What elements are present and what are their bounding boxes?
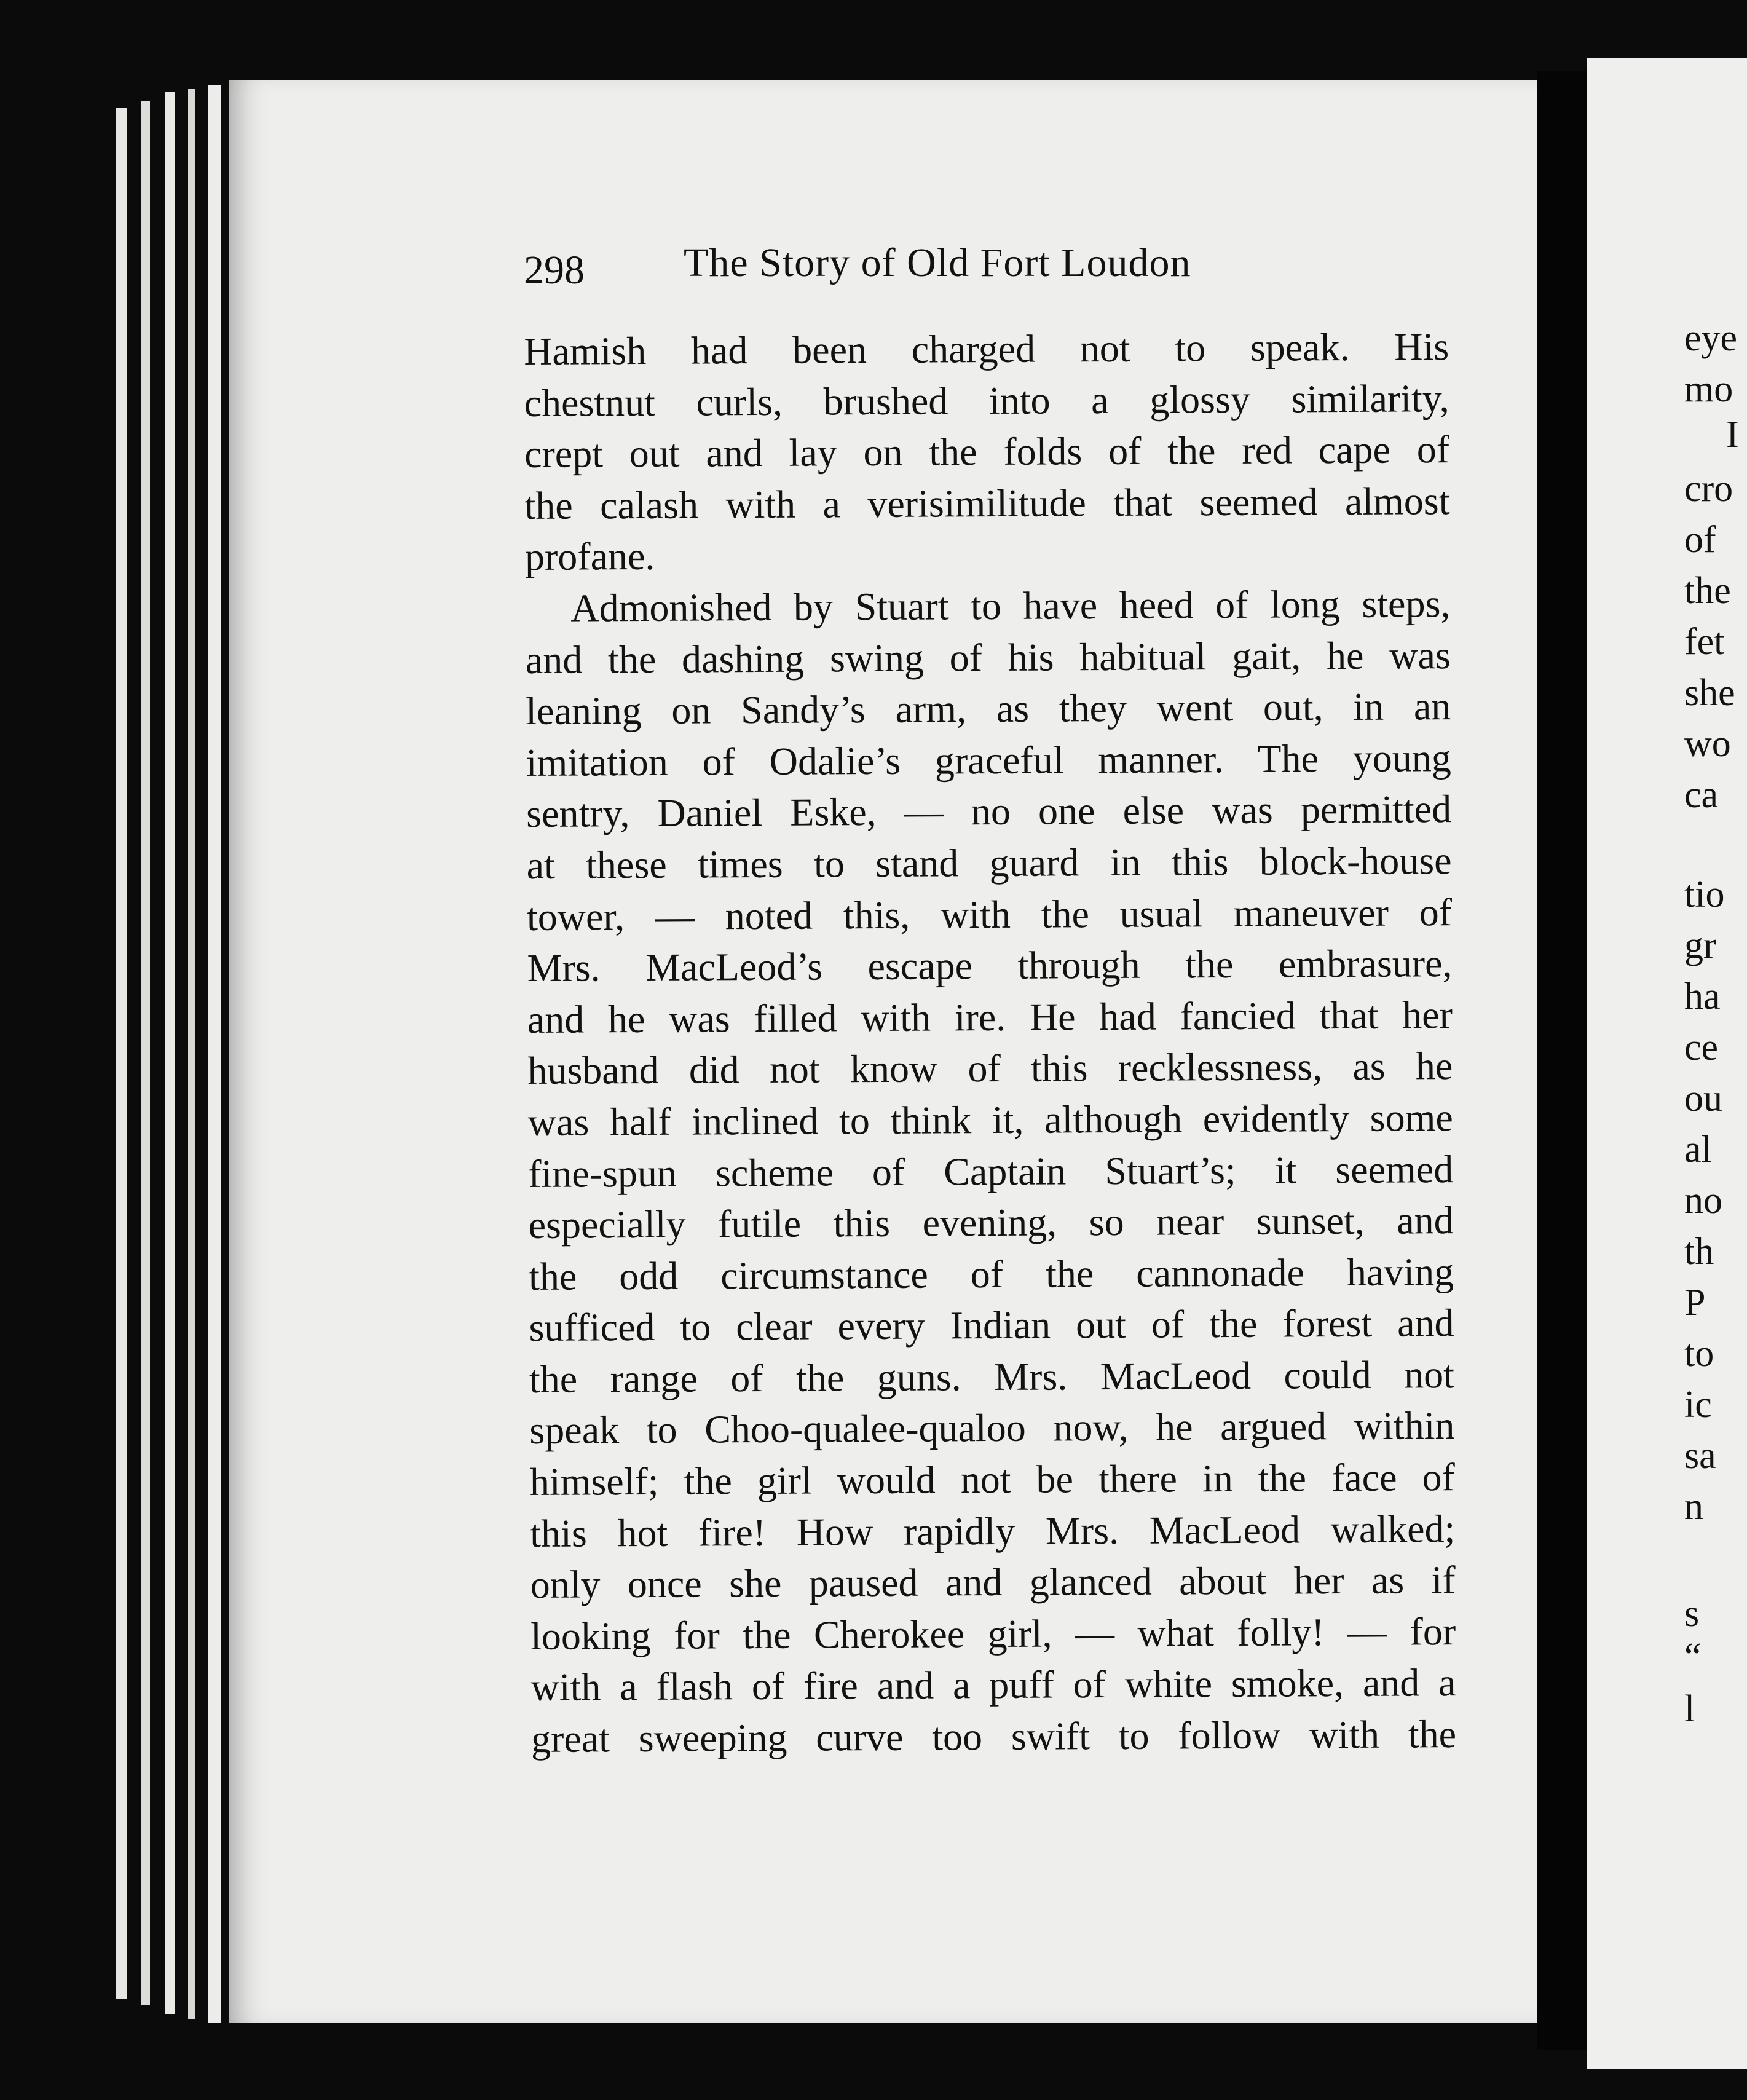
facing-page-fragment: the bbox=[1684, 570, 1731, 612]
facing-page-fragment: s bbox=[1684, 1593, 1700, 1635]
text-line: crept out and lay on the folds of the red cape of bbox=[524, 427, 1450, 476]
text-line: himself; the girl would not be there in the face of bbox=[529, 1455, 1456, 1504]
book-gutter bbox=[1537, 71, 1587, 2050]
facing-page-fragment: I bbox=[1726, 414, 1739, 456]
facing-page-fragment: ic bbox=[1684, 1384, 1712, 1426]
text-line: Mrs. MacLeod’s escape through the embrasure, bbox=[527, 941, 1453, 990]
page-edge bbox=[208, 85, 221, 2023]
facing-page-fragment: ha bbox=[1684, 976, 1721, 1017]
facing-page-fragment: cro bbox=[1684, 468, 1733, 510]
facing-page-fragment: eye bbox=[1684, 317, 1738, 359]
text-line: sufficed to clear every Indian out of the forest and bbox=[529, 1301, 1454, 1350]
text-line: especially futile this evening, so near sunset, and bbox=[528, 1198, 1454, 1247]
facing-page-fragment: to bbox=[1684, 1333, 1714, 1375]
text-line: great sweeping curve too swift to follow with the bbox=[530, 1712, 1457, 1761]
text-line: husband did not know of this recklessness, as he bbox=[527, 1044, 1453, 1093]
text-line: tower, — noted this, with the usual maneuver of bbox=[526, 890, 1453, 939]
body-text bbox=[524, 321, 1456, 1764]
text-line: profane. bbox=[524, 534, 655, 579]
facing-page-fragment: th bbox=[1684, 1231, 1714, 1273]
text-line: at these times to stand guard in this block-house bbox=[526, 839, 1452, 887]
facing-page-fragment: P bbox=[1684, 1282, 1706, 1324]
page-edge bbox=[116, 108, 127, 1999]
facing-page-fragment: l bbox=[1684, 1688, 1695, 1730]
page-edge bbox=[165, 92, 175, 2014]
facing-page-fragment: n bbox=[1684, 1486, 1703, 1528]
facing-page-fragment: sa bbox=[1684, 1435, 1716, 1477]
text-line: and the dashing swing of his habitual gait, he was bbox=[525, 633, 1451, 682]
page-edge bbox=[141, 101, 150, 2005]
page-number: 298 bbox=[524, 248, 585, 293]
running-head bbox=[524, 240, 1292, 301]
text-line: the odd circumstance of the cannonade having bbox=[528, 1249, 1454, 1298]
text-line: sentry, Daniel Eske, — no one else was permitted bbox=[526, 787, 1452, 836]
text-line: was half inclined to think it, although evidently some bbox=[527, 1095, 1453, 1144]
text-line: and he was filled with ire. He had fancied that her bbox=[527, 992, 1453, 1041]
text-line: the calash with a verisimilitude that seemed almost bbox=[524, 478, 1450, 527]
facing-page-fragment: ce bbox=[1684, 1027, 1719, 1068]
text-line: speak to Choo-qualee-qualoo now, he argued within bbox=[529, 1403, 1455, 1453]
text-line: chestnut curls, brushed into a glossy similarity, bbox=[524, 376, 1449, 425]
facing-page-fragment: gr bbox=[1684, 925, 1716, 966]
facing-page-fragment: al bbox=[1684, 1129, 1712, 1170]
page-edge bbox=[188, 89, 195, 2019]
facing-page-fragment: ou bbox=[1684, 1078, 1722, 1119]
facing-page-fragment: mo bbox=[1684, 368, 1733, 410]
running-title: The Story of Old Fort Loudon bbox=[684, 240, 1191, 285]
text-line: fine-spun scheme of Captain Stuart’s; it seemed bbox=[528, 1147, 1454, 1196]
facing-page-fragment: tio bbox=[1684, 874, 1725, 915]
facing-page-fragment: of bbox=[1684, 519, 1716, 561]
text-line: leaning on Sandy’s arm, as they went out, in an bbox=[526, 684, 1451, 733]
text-line: imitation of Odalie’s graceful manner. The young bbox=[526, 735, 1451, 784]
facing-page-fragment: no bbox=[1684, 1180, 1722, 1222]
facing-page-fragment: ca bbox=[1684, 774, 1719, 816]
text-line: Hamish had been charged not to speak. His bbox=[524, 325, 1449, 373]
facing-page-fragment: wo bbox=[1684, 723, 1731, 765]
text-line: with a flash of fire and a puff of white smoke, and a bbox=[530, 1660, 1456, 1710]
facing-page-fragment: fet bbox=[1684, 621, 1725, 663]
text-line: only once she paused and glanced about her as if bbox=[530, 1558, 1456, 1607]
facing-page-fragment: “ bbox=[1684, 1636, 1702, 1678]
text-line: looking for the Cherokee girl, — what folly! — for bbox=[530, 1609, 1456, 1658]
facing-page-fragment: she bbox=[1684, 672, 1735, 714]
text-line: the range of the guns. Mrs. MacLeod could not bbox=[529, 1352, 1455, 1401]
paragraph-start-line: Admonished by Stuart to have heed of long steps, bbox=[570, 582, 1451, 630]
text-line: this hot fire! How rapidly Mrs. MacLeod walked; bbox=[530, 1506, 1456, 1555]
